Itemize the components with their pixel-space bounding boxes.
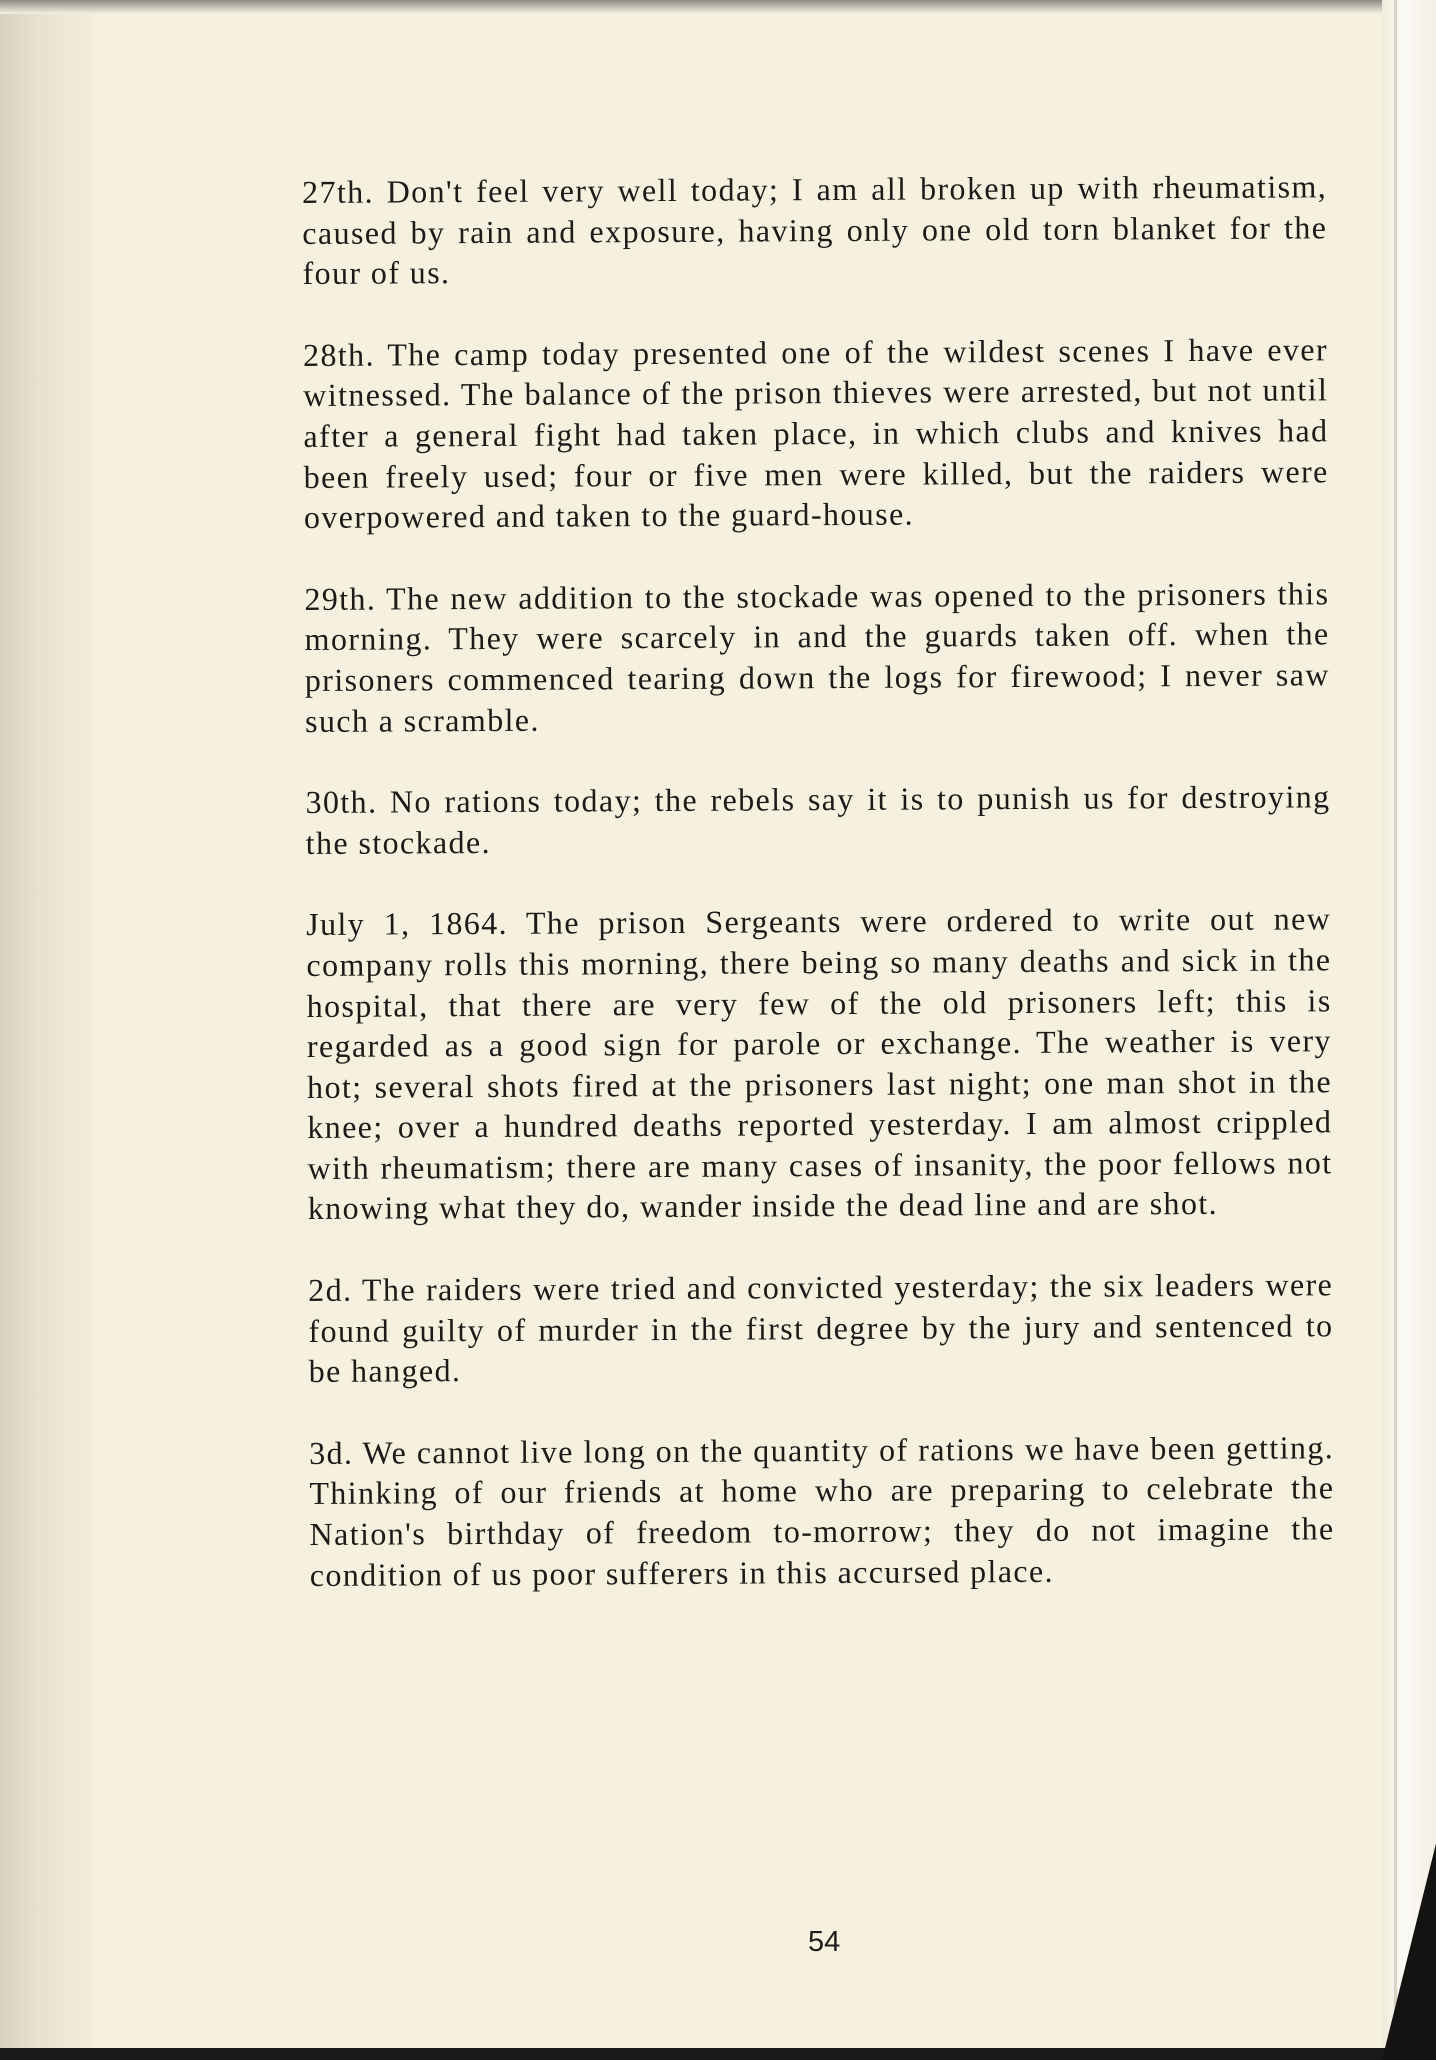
book-fore-edge bbox=[1382, 0, 1436, 2048]
top-edge-shadow bbox=[0, 0, 1400, 14]
page-gutter bbox=[0, 0, 95, 2048]
diary-text-block bbox=[302, 166, 1335, 1636]
diary-entry-30th: 30th. No rations today; the rebels say it is to punish us for destroying the stockade. bbox=[305, 778, 1331, 861]
diary-entry-2d: 2d. The raiders were tried and convicted yesterday; the six leaders were found guilty of murder in the first degree by the jury and sentenced to be hanged. bbox=[308, 1266, 1334, 1390]
diary-entry-july-1: July 1, 1864. The prison Sergeants were ordered to write out new company rolls this morning, there being so many deaths and sick in the hospital, that there are very few of the old prisoners left; this is regarded as a good sign for parole or exchange. The weather is very hot; several shots fired at the prisoners last night; one man shot in the knee; over a hundred deaths reported yesterday. I am almost crippled with rheumatism; there are many cases of insanity, the poor fellows not knowing what they do, wander inside the dead line and are shot. bbox=[306, 900, 1333, 1227]
diary-entry-3d: 3d. We cannot live long on the quantity of rations we have been getting. Thinking of our friends at home who are preparing to celebrate the Nation's birthday of freedom to-morrow; they do not imagine the condition of us poor sufferers in this accursed place. bbox=[309, 1429, 1335, 1593]
fore-edge-crease bbox=[1394, 0, 1397, 2048]
diary-entry-29th: 29th. The new addition to the stockade was opened to the prisoners this morning. They were scarcely in and the guards taken off. when the prisoners commenced tearing down the logs for firewood; I never saw such a scramble. bbox=[304, 575, 1330, 739]
diary-entry-27th: 27th. Don't feel very well today; I am all broken up with rheumatism, caused by rain and exposure, having only one old torn blanket for the four of us. bbox=[302, 168, 1328, 292]
diary-entry-28th: 28th. The camp today presented one of the wildest scenes I have ever witnessed. The balance of the prison thieves were arrested, but not until after a general fight had taken place, in which clubs and knives had been freely used; four or five men were killed, but the raiders were overpowered and taken to the guard-house. bbox=[302, 331, 1329, 536]
page-number: 54 bbox=[808, 1926, 841, 1958]
